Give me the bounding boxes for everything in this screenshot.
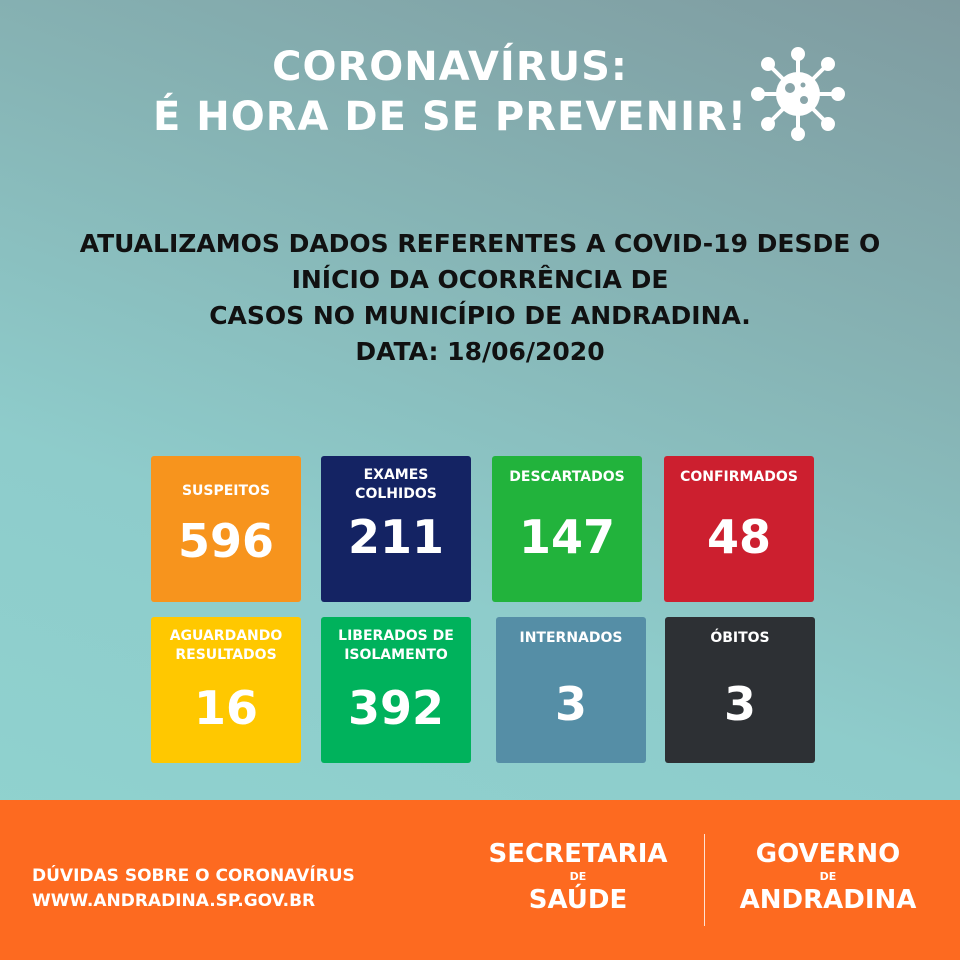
- headline-line-2: É HORA DE SE PREVENIR!: [152, 94, 748, 140]
- doubts-text: [32, 864, 355, 914]
- secretaria-saude-logo: [478, 840, 678, 914]
- stat-value: 596: [177, 514, 275, 568]
- stat-value: 211: [347, 510, 445, 564]
- stat-label: INTERNADOS: [519, 630, 623, 646]
- intro-line-1: ATUALIZAMOS DADOS REFERENTES A COVID-19 DESDE O: [79, 229, 881, 258]
- stat-value: 48: [706, 510, 771, 564]
- stat-label: ÓBITOS: [710, 630, 770, 646]
- stat-value: 16: [193, 681, 258, 735]
- stat-tile: [492, 456, 642, 602]
- report-date: DATA: 18/06/2020: [355, 337, 605, 366]
- stat-tile: [321, 617, 471, 763]
- governo-top: GOVERNO: [755, 839, 901, 869]
- stat-value: 392: [347, 681, 445, 735]
- stat-label-line-2: RESULTADOS: [175, 647, 277, 663]
- secretaria-top: SECRETARIA: [488, 839, 668, 869]
- stat-label-line-2: ISOLAMENTO: [344, 647, 448, 663]
- website-link[interactable]: WWW.ANDRADINA.SP.GOV.BR: [32, 891, 316, 911]
- governo-de: DE: [819, 870, 837, 883]
- stat-tile: [496, 617, 646, 763]
- stat-label: AGUARDANDO: [169, 628, 283, 644]
- stat-tile: [151, 456, 301, 602]
- stat-value: 3: [723, 677, 756, 731]
- intro-text: [0, 226, 960, 370]
- footer: [0, 800, 960, 960]
- secretaria-de: DE: [569, 870, 587, 883]
- stat-tile: [665, 617, 815, 763]
- stat-label: SUSPEITOS: [181, 483, 271, 499]
- secretaria-bottom: SAÚDE: [528, 885, 628, 915]
- governo-bottom: ANDRADINA: [739, 885, 917, 915]
- stat-tile: [151, 617, 301, 763]
- doubts-line-1: DÚVIDAS SOBRE O CORONAVÍRUS: [32, 866, 355, 886]
- intro-line-3: CASOS NO MUNICÍPIO DE ANDRADINA.: [209, 301, 751, 330]
- stat-value: 3: [554, 677, 587, 731]
- virus-icon: [748, 44, 848, 144]
- footer-divider: [704, 834, 705, 926]
- stat-value: 147: [518, 510, 616, 564]
- stat-label: CONFIRMADOS: [680, 469, 798, 485]
- headline-line-1: CORONAVÍRUS:: [272, 44, 628, 90]
- stat-label: LIBERADOS DE: [338, 628, 454, 644]
- stat-label: EXAMES: [363, 467, 429, 483]
- intro-line-2: INÍCIO DA OCORRÊNCIA DE: [291, 265, 669, 294]
- stat-tile: [664, 456, 814, 602]
- stat-tile: [321, 456, 471, 602]
- stat-label: DESCARTADOS: [509, 469, 625, 485]
- governo-andradina-logo: [718, 840, 938, 914]
- stat-label-line-2: COLHIDOS: [355, 486, 437, 502]
